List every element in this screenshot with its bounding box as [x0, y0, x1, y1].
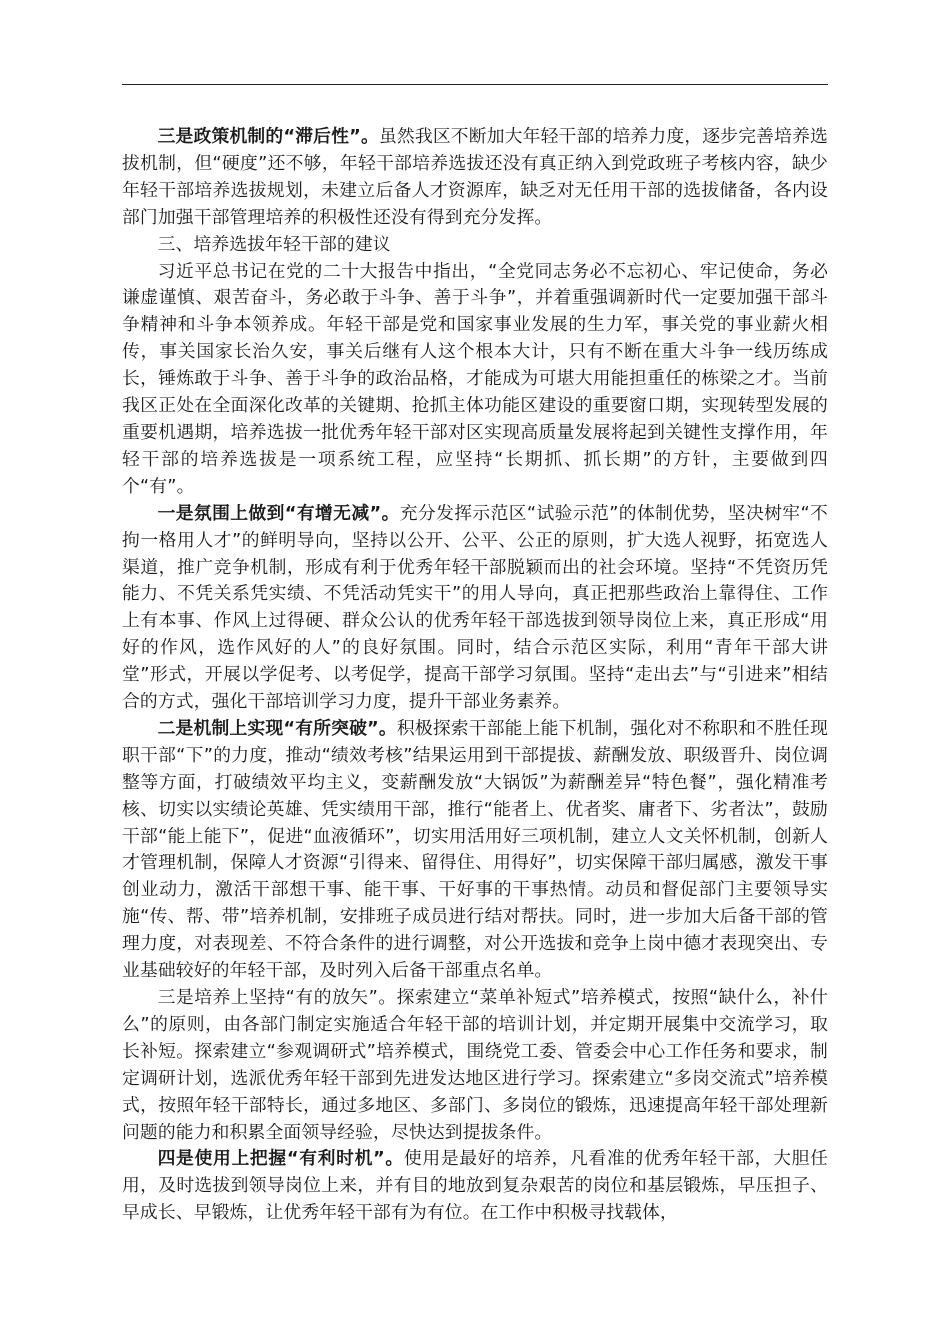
paragraph-text: 虽然我区不断加大年轻干部的培养力度，逐步完善培养选拔机制，但“硬度”还不够，年轻干部培养选拔还没有真正纳入到党政班子考核内容，缺少年轻干部培养选拔规划，未建立后备人才资源库，缺乏对无任用干部的选拔储备，各内设部门加强干部管理培养的积极性还没有得到充分发挥。 — [122, 126, 828, 228]
header-rule — [122, 84, 828, 85]
paragraph-lead: 二是机制上实现“有所突破”。 — [157, 717, 397, 739]
paragraph-timing — [122, 1146, 828, 1227]
paragraph-text: 习近平总书记在党的二十大报告中指出，“全党同志务必不忘初心、牢记使命，务必谦虚谨慎、艰苦奋斗，务必敢于斗争、善于斗争”，并着重强调新时代一定要加强干部斗争精神和斗争本领养成。年轻干部是党和国家事业发展的生力军，事关党的事业薪火相传，事关国家长治久安，事关后继有人这个根本大计，只有不断在重大斗争一线历练成长，锤炼敢于斗争、善于斗争的政治品格，才能成为可堪大用能担重任的栋梁之才。当前我区正处在全面深化改革的关键期、抢抓主体功能区建设的重要窗口期，实现转型发展的重要机遇期，培养选拔一批优秀年轻干部对区实现高质量发展将起到关键性支撑作用，年轻干部的培养选拔是一项系统工程，应坚持“长期抓、抓长期”的方针，主要做到四个“有”。 — [122, 260, 828, 497]
paragraph-text: 使用是最好的培养，凡看准的优秀年轻干部，大胆任用，及时选拔到领导岗位上来，并有目的地放到复杂艰苦的岗位和基层锻炼，早压担子、早成长、早锻炼，让优秀年轻干部有为有位。在工作中积极寻找载体， — [122, 1148, 828, 1224]
paragraph-lead: 三是政策机制的“滞后性”。 — [157, 126, 379, 147]
paragraph-text: 三是培养上坚持“有的放矢”。探索建立“菜单补短式”培养模式，按照“缺什么，补什么”的原则，由各部门制定实施适合年轻干部的培训计划，并定期开展集中交流学习，取长补短。探索建立“参观调研式”培养模式，围绕党工委、管委会中心工作任务和要求，制定调研计划，选派优秀年轻干部到先进发达地区进行学习。探索建立“多岗交流式”培养模式，按照年轻干部特长，通过多地区、多部门、多岗位的锻炼，迅速提高年轻干部处理新问题的能力和积累全面领导经验，尽快达到提拔条件。 — [122, 987, 828, 1143]
paragraph-text: 充分发挥示范区“试验示范”的体制优势，坚决树牢“不拘一格用人才”的鲜明导向，坚持以公开、公平、公正的原则，扩大选人视野，拓宽选人渠道，推广竞争机制，形成有利于优秀年轻干部脱颖而出的社会环境。坚持“不凭资历凭能力、不凭关系凭实绩、不凭活动凭实干”的用人导向，真正把那些政治上靠得住、工作上有本事、作风上过得硬、群众公认的优秀年轻干部选拔到领导岗位上来，真正形成“用好的作风，选作风好的人”的良好氛围。同时，结合示范区实际，利用“青年干部大讲堂”形式，开展以学促考、以考促学，提高干部学习氛围。坚持“走出去”与“引进来”相结合的方式，强化干部培训学习力度，提升干部业务素养。 — [122, 502, 828, 713]
paragraph-mechanism — [122, 716, 828, 985]
section-heading-text: 三、培养选拔年轻干部的建议 — [157, 233, 391, 255]
paragraph-lead: 一是氛围上做到“有增无减”。 — [157, 502, 400, 524]
paragraph-text: 积极探索干部能上能下机制，强化对不称职和不胜任现职干部“下”的力度，推动“绩效考核”结果运用到干部提拔、薪酬发放、职级晋升、岗位调整等方面，打破绩效平均主义，变薪酬发放“大锅饭”为薪酬差异“特色餐”，强化精准考核、切实以实绩论英雄、凭实绩用干部，推行“能者上、优者奖、庸者下、劣者汰”，鼓励干部“能上能下”，促进“血液循环”，切实用活用好三项机制，建立人文关怀机制，创新人才管理机制，保障人才资源“引得来、留得住、用得好”，切实保障干部归属感，激发干事创业动力，激活干部想干事、能干事、干好事的干事热情。动员和督促部门主要领导实施“传、帮、带”培养机制，安排班子成员进行结对帮扶。同时，进一步加大后备干部的管理力度，对表现差、不符合条件的进行调整，对公开选拔和竞争上岗中德才表现突出、专业基础较好的年轻干部，及时列入后备干部重点名单。 — [122, 717, 828, 982]
paragraph-lead: 四是使用上把握“有利时机”。 — [157, 1148, 404, 1170]
paragraph-atmosphere — [122, 501, 828, 716]
section-heading — [122, 232, 828, 259]
paragraph-policy-lag — [122, 124, 828, 232]
paragraph-training — [122, 985, 828, 1146]
paragraph-intro — [122, 259, 828, 501]
document-body — [122, 124, 828, 1227]
